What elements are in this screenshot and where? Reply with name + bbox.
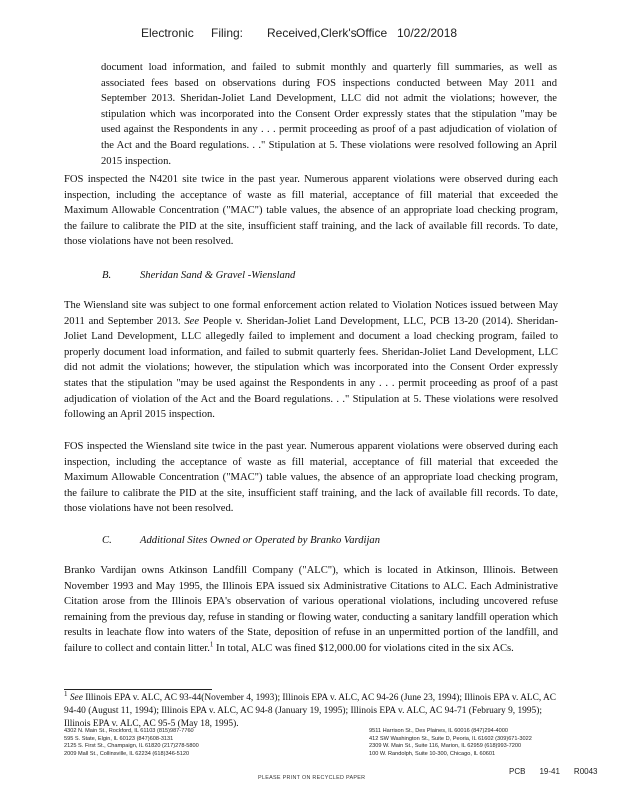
header-filing: Filing: (211, 26, 244, 40)
paragraph-continued: document load information, and failed to submit monthly and quarterly fill summaries, as well as associated fees based on observations during FOS inspections conducted between May 2011 and September 2013. Sheridan-Joliet Land Development, LLC did not admit the violations; however, the stipulation which was incorporated into the Consent Order expressly states that the stipulation "may be used against the Respondents in any . . . permit proceeding as proof of a past adjudication of violation of the Act and the Board regulations. . ." Stipulation at 5. These violations were resolved following an April 2015 inspection. (101, 62, 557, 167)
address-line: 2125 S. First St., Champaign, IL 61820 (217)278-5800 (64, 743, 199, 750)
address-line: 4302 N. Main St., Rockford, IL 61103 (815)987-7760 (64, 728, 194, 734)
wiensland-text-a: The Wiensland site was subject to one formal enforcement action related to Violation Notices issued between May 2011 and September 2013. (64, 300, 558, 327)
heading-c-title: Additional Sites Owned or Operated by Branko Vardijan (140, 535, 381, 546)
header-received: Received,Clerk's (267, 26, 357, 40)
header-electronic: Electronic (141, 26, 194, 40)
heading-b-title: Sheridan Sand & Gravel -Wiensland (140, 270, 296, 281)
address-line: 100 W. Randolph, Suite 10-300, Chicago, IL 60601 (369, 751, 496, 758)
footnote-1 (64, 689, 558, 731)
address-line: 2009 Mall St., Collinsville, IL 62234 (618)346-5120 (64, 751, 190, 758)
heading-b-number: B. (102, 270, 112, 281)
paragraph-n4201: FOS inspected the N4201 site twice in the past year. Numerous apparent violations were observed during each inspection, including the acceptance of waste as fill material, acceptance of fill material that exceeded the Maximum Allowable Concentration ("MAC") table values, the absence of an appropriate load checking program, the failure to calibrate the PID at the site, insufficient staff training, and the lack of available fill records. To date, those violations have not been resolved. (64, 174, 558, 248)
pcb-page: R0043 (573, 767, 598, 776)
wiensland-see: See (184, 315, 200, 327)
paragraph-wiensland (64, 298, 558, 423)
footnote-divider (64, 689, 212, 690)
heading-c-number: C. (102, 535, 112, 546)
recycled-paper-note: PLEASE PRINT ON RECYCLED PAPER (258, 775, 366, 781)
footnote-text: Illinois EPA v. ALC, AC 93-44(November 4, 1993); Illinois EPA v. ALC, AC 94-26 (June 23, 1994); Illinois EPA v. ALC, AC 94-40 (August 11, 1994); Illinois EPA v. ALC, AC 94-8 (January 19, 1995); Illinois EPA v. ALC, AC 94-71 (February 9, 1995); Illinois EPA v. ALC, AC 95-5 (May 18, 1995). (64, 693, 557, 729)
alc-text-end: In total, ALC was fined $12,000.00 for violations cited in the six ACs. (213, 642, 514, 654)
address-block-left (64, 728, 199, 759)
address-line: 412 SW Washington St., Suite D, Peoria, IL 61602 (309)671-3022 (369, 735, 532, 742)
pcb-docket: 19-41 (539, 767, 560, 776)
address-line: 2309 W. Main St., Suite 116, Marion, IL 62959 (618)993-7200 (369, 743, 522, 750)
address-line: 595 S. State, Elgin, IL 60123 (847)608-3131 (64, 735, 174, 742)
paragraph-alc (64, 563, 558, 657)
pcb-label: PCB (509, 767, 526, 776)
heading-b (102, 270, 295, 281)
header-office: Office (356, 26, 388, 40)
address-block-right (369, 728, 532, 759)
header-date: 10/22/2018 (397, 26, 458, 40)
pcb-stamp (509, 767, 612, 776)
footnote-see: See (69, 693, 83, 703)
footnote-marker: 1 (64, 689, 68, 698)
paragraph-wiensland-inspection: FOS inspected the Wiensland site twice in the past year. Numerous apparent violations were observed during each inspection, including the acceptance of waste as fill material, acceptance of fill material that exceeded the Maximum Allowable Concentration ("MAC") table values, the absence of an appropriate load checking program, the failure to calibrate the PID at the site, insufficient staff training, and the lack of available fill records. To date, those violations have not been resolved. (64, 441, 558, 515)
alc-text: Branko Vardijan owns Atkinson Landfill Company ("ALC"), which is located in Atkinson, Illinois. Between November 1993 and May 1995, the Illinois EPA issued six Administrative Citations to ALC. Each Administrative Citation arose from the Illinois EPA's observation of various operational violations, including uncovered refuse remaining from the previous day, refuse in standing or flowing water, conducting a sanitary landfill operation which results in leachate flow into waters of the State, deposition of refuse in an unpermitted portion of the landfill, and failure to collect and contain litter. (64, 565, 558, 654)
heading-c (102, 535, 380, 546)
footnote-ref: 1 (209, 640, 214, 649)
wiensland-text-b: People v. Sheridan-Joliet Land Development, LLC, PCB 13-20 (2014). Sheridan-Joliet Land Development, LLC allegedly failed to implement and document a load checking program, failed to properly document load information, and failed to submit quarterly fees. Sheridan-Joliet Land Development, LLC did not admit the violations; however, the stipulation which was incorporated into the Consent Order expressly states that the stipulation "may be used against the Respondents in any . . . permit proceeding as proof of a past adjudication of violation of the Act and the Board regulations. . ." Stipulation at 5. These violations were resolved following an April 2015 inspection. (64, 315, 558, 421)
address-line: 9511 Harrison St., Des Plaines, IL 60016 (847)294-4000 (369, 728, 508, 734)
